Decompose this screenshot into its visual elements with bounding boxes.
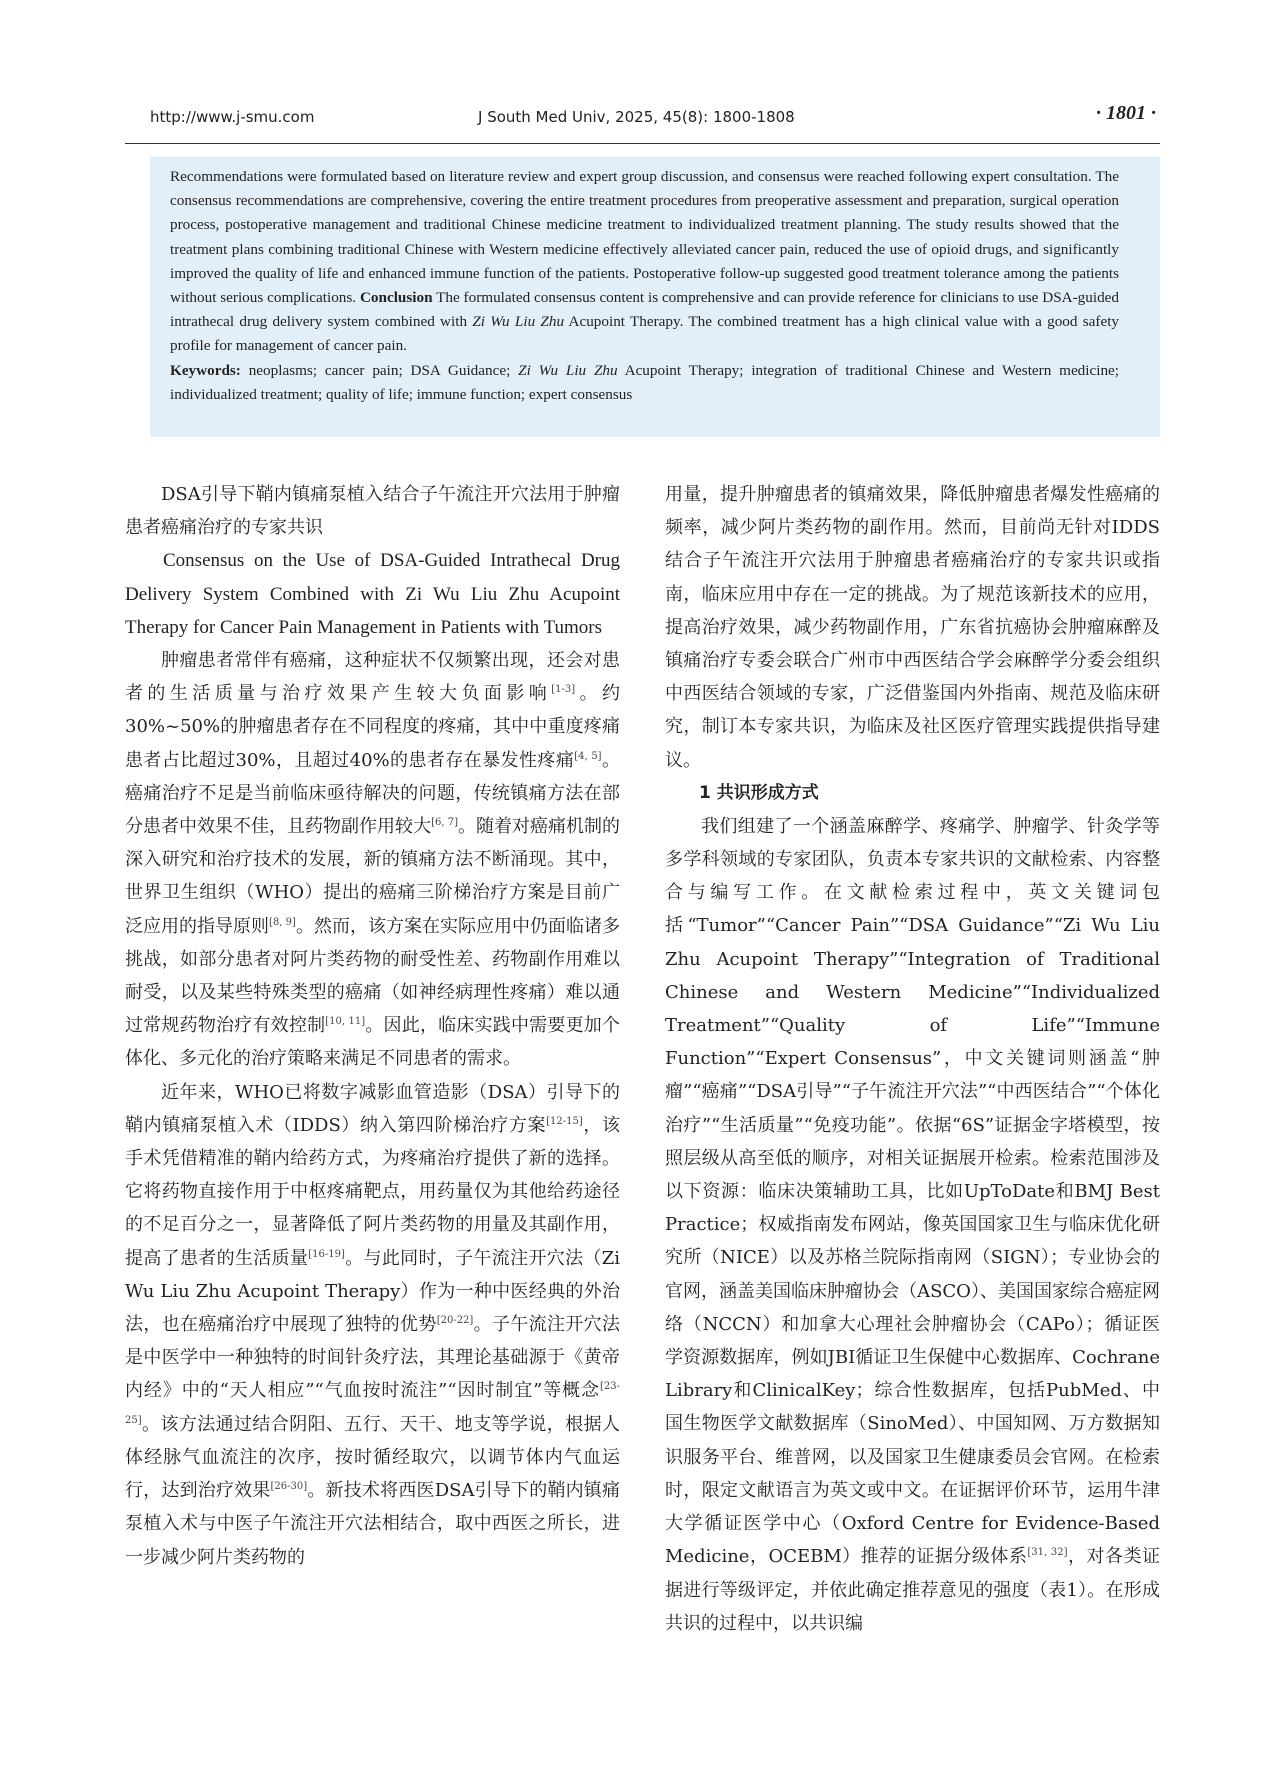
title-english: Consensus on the Use of DSA-Guided Intrathecal Drug Delivery System Combined with Zi Wu Liu Zhu Acupoint Therapy for Cancer Pain Management in Patients with Tumors (125, 550, 620, 638)
methods-paragraph (665, 810, 1160, 1640)
para-text: 我们组建了一个涵盖麻醉学、疼痛学、肿瘤学、针灸学等多学科领域的专家团队，负责本专家共识的文献检索、内容整合与编写工作。在文献检索过程中，英文关键词包括“Tumor”“Cancer Pain”“DSA Guidance”“Zi Wu Liu Zhu Acupoint Therapy”“Integration of Traditional Chinese and Western Medicine”“Individualized Treatment”“Quality of Life”“Immune Function”“Expert Consensus”，中文关键词则涵盖“肿瘤”“癌痛”“DSA引导”“子午流注开穴法”“中西医结合”“个体化治疗”“生活质量”“免疫功能”。依据“6S”证据金字塔模型，按照层级从高至低的顺序，对相关证据展开检索。检索范围涉及以下资源：临床决策辅助工具，比如UpToDate和BMJ Best Practice；权威指南发布网站，像英国国家卫生与临床优化研究所（NICE）以及苏格兰院际指南网（SIGN）；专业协会的官网，涵盖美国临床肿瘤协会（ASCO）、美国国家综合癌症网络（NCCN）和加拿大心理社会肿瘤协会（CAPo）；循证医学资源数据库，例如JBI循证卫生保健中心数据库、Cochrane Library和ClinicalKey；综合性数据库，包括PubMed、中国生物医学文献数据库（SinoMed）、中国知网、万方数据知识服务平台、维普网，以及国家卫生健康委员会官网。在检索时，限定文献语言为英文或中文。在证据评价环节，运用牛津大学循证医学中心（Oxford Centre for Evidence-Based Medicine，OCEBM）推荐的证据分级体系 (665, 815, 1160, 1568)
journal-citation: J South Med Univ, 2025, 45(8): 1800-1808 (478, 108, 795, 126)
right-column (665, 478, 1160, 1640)
citation-ref[interactable]: [31, 32] (1027, 1547, 1068, 1559)
para-text: 。子午流注开穴法是中医学中一种独特的时间针灸疗法，其理论基础源于《黄帝内经》中的“天人相应”“气血按时流注”“因时制宜”等概念 (125, 1314, 621, 1402)
intro-paragraph-2-continued: 用量，提升肿瘤患者的镇痛效果，降低肿瘤患者爆发性癌痛的频率，减少阿片类药物的副作用。然而，目前尚无针对IDDS结合子午流注开穴法用于肿瘤患者癌痛治疗的专家共识或指南，临床应用中存在一定的挑战。为了规范该新技术的应用，提高治疗效果，减少药物副作用，广东省抗癌协会肿瘤麻醉及镇痛治疗专委会联合广州市中西医结合学会麻醉学分委会组织中西医结合领域的专家，广泛借鉴国内外指南、规范及临床研究，制订本专家共识，为临床及社区医疗管理实践提供指导建议。 (665, 484, 1160, 771)
keywords-text-end: Acupoint Therapy; integration of traditional Chinese and Western medicine; individualized treatment; quality of life; immune function; expert consensus (170, 361, 1120, 403)
intro-paragraph-2 (125, 1076, 620, 1574)
para-text: 近年来，WHO已将数字减影血管造影（DSA）引导下的鞘内镇痛泵植入术（IDDS）纳入第四阶梯治疗方案 (125, 1081, 620, 1136)
abstract-conclusion-text: The formulated consensus content is comprehensive and can provide reference for clinicians to use DSA-guided intrathecal drug delivery system combined with (170, 289, 1120, 331)
para-text: 。与此同时，子午流注开穴法（Zi Wu Liu Zhu Acupoint Therapy）作为一种中医经典的外治法，也在癌痛治疗中展现了独特的优势 (125, 1247, 621, 1336)
citation-ref[interactable]: [16-19] (308, 1248, 345, 1260)
para-text: 。随着对癌痛机制的深入研究和治疗技术的发展，新的镇痛方法不断涌现。其中，世界卫生组织（WHO）提出的癌痛三阶梯治疗方案是目前广泛应用的指导原则 (125, 816, 621, 937)
header-divider (125, 143, 1160, 144)
citation-ref[interactable]: [12-15] (546, 1115, 583, 1127)
running-header (150, 100, 1156, 140)
citation-ref[interactable]: [26-30] (270, 1481, 308, 1493)
citation-ref[interactable]: [1-3] (551, 684, 576, 696)
keywords-label: Keywords: (170, 361, 241, 379)
para-text: 。新技术将西医DSA引导下的鞘内镇痛泵植入术与中医子午流注开穴法相结合，取中西医之所长，进一步减少阿片类药物的 (125, 1480, 620, 1568)
page-number: · 1801 · (1096, 102, 1156, 124)
citation-ref[interactable]: [23-25] (125, 1381, 620, 1426)
abstract-results-text: Recommendations were formulated based on literature review and expert group discussion, and consensus were reached following expert consultation. The consensus recommendations are comprehensive, covering the entire treatment procedures from preoperative assessment and preparation, surgical operation process, postoperative management and traditional Chinese medicine treatment to individualized treatment planning. The study results showed that the treatment plans combining traditional Chinese with Western medicine effectively alleviated cancer pain, reduced the use of opioid drugs, and significantly improved the quality of life and enhanced immune function of the patients. Postoperative follow-up suggested good treatment tolerance among the patients without serious complications. (170, 168, 1119, 307)
citation-ref[interactable]: [20-22] (436, 1315, 474, 1327)
citation-ref[interactable]: [8, 9] (269, 916, 296, 928)
conclusion-label: Conclusion (359, 289, 433, 307)
para-text: ，该手术凭借精准的鞘内给药方式，为疼痛治疗提供了新的选择。它将药物直接作用于中枢疼痛靶点，用药量仅为其他给药途径的不足百分之一，显著降低了阿片类药物的用量及其副作用，提高了患者的生活质量 (125, 1114, 621, 1269)
para-text: 肿瘤患者常伴有癌痛，这种症状不仅频繁出现，还会对患者的生活质量与治疗效果产生较大负面影响 (125, 650, 620, 705)
para-text: 。因此，临床实践中需要更加个体化、多元化的治疗策略来满足不同患者的需求。 (125, 1015, 621, 1070)
citation-ref[interactable]: [6, 7] (431, 817, 458, 829)
abstract-italic-term: Zi Wu Liu Zhu (472, 313, 565, 331)
keywords-text: neoplasms; cancer pain; DSA Guidance; (240, 361, 519, 379)
journal-url[interactable]: http://www.j-smu.com (150, 108, 315, 126)
left-column (125, 478, 620, 1574)
para-text: 。癌痛治疗不足是当前临床亟待解决的问题，传统镇痛方法在部分患者中效果不佳，且药物副作用较大 (125, 749, 621, 838)
para-text: 。该方法通过结合阴阳、五行、天干、地支等学说，根据人体经脉气血流注的次序，按时循经取穴，以调节体内气血运行，达到治疗效果 (125, 1413, 620, 1502)
section-heading: 1 共识形成方式 (699, 782, 819, 803)
intro-paragraph-1 (125, 644, 620, 1076)
keywords-italic-term: Zi Wu Liu Zhu (518, 361, 618, 379)
abstract-conclusion-end: Acupoint Therapy. The combined treatment has a high clinical value with a good safety profile for management of cancer pain. (170, 313, 1120, 355)
title-chinese: DSA引导下鞘内镇痛泵植入结合子午流注开穴法用于肿瘤患者癌痛治疗的专家共识 (125, 484, 620, 539)
abstract-box (150, 157, 1160, 437)
citation-ref[interactable]: [10, 11] (325, 1016, 366, 1028)
para-text: 。然而，该方案在实际应用中仍面临诸多挑战，如部分患者对阿片类药物的耐受性差、药物副作用难以耐受，以及某些特殊类型的癌痛（如神经病理性疼痛）难以通过常规药物治疗有效控制 (125, 915, 621, 1037)
para-text: ，对各类证据进行等级评定，并依此确定推荐意见的强度（表1）。在形成共识的过程中，以共识编 (665, 1546, 1161, 1634)
para-text: 。约30%~50%的肿瘤患者存在不同程度的疼痛，其中中重度疼痛患者占比超过30%，且超过40%的患者存在暴发性疼痛 (125, 683, 621, 771)
citation-ref[interactable]: [4, 5] (574, 750, 602, 762)
